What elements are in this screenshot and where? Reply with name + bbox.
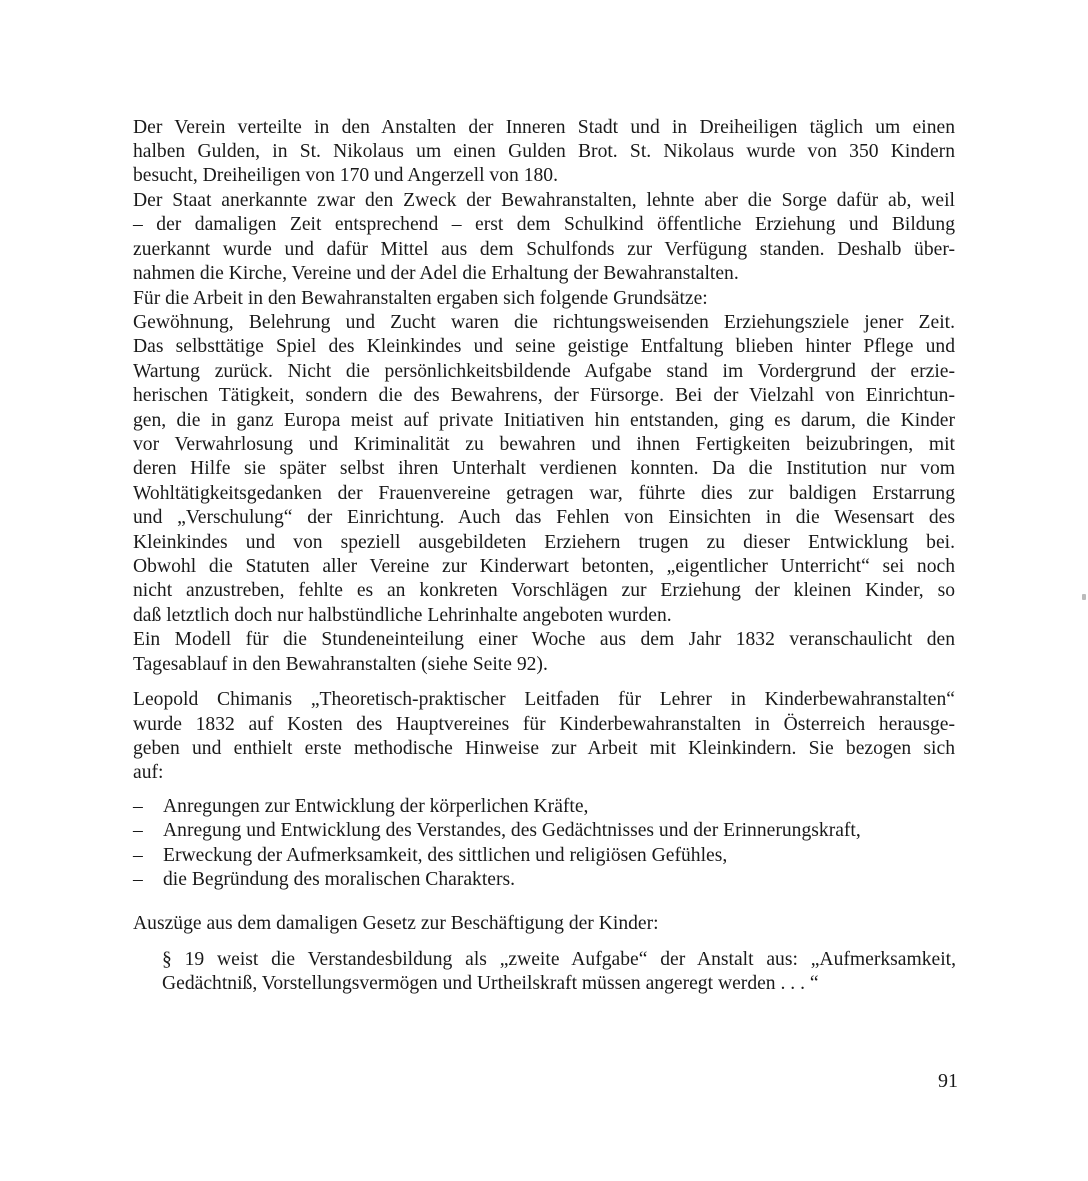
text-line: Das selbsttätige Spiel des Kleinkindes und seine geistige Entfaltung blieben hinter Pflege und <box>133 336 955 357</box>
text-line: zuerkannt wurde und dafür Mittel aus dem Schulfonds zur Verfügung standen. Deshalb über- <box>133 239 955 260</box>
list-item-text: Anregungen zur Entwicklung der körperlichen Kräfte, <box>163 796 589 817</box>
text-line: Kleinkindes und von speziell ausgebildeten Erziehern trugen zu dieser Entwicklung bei. <box>133 532 955 553</box>
list-item <box>133 795 588 820</box>
text-line: Ein Modell für die Stundeneinteilung einer Woche aus dem Jahr 1832 veranschaulicht den <box>133 629 955 650</box>
list-item <box>133 868 515 893</box>
bullet-dash: – <box>133 796 143 817</box>
text-line: Wartung zurück. Nicht die persönlichkeitsbildende Aufgabe stand im Vordergrund der erzie- <box>133 361 955 382</box>
text-line: Obwohl die Statuten aller Vereine zur Kinderwart betonten, „eigentlicher Unterricht“ sei noch <box>133 556 955 577</box>
excerpt-heading: Auszüge aus dem damaligen Gesetz zur Beschäftigung der Kinder: <box>133 913 659 934</box>
text-line: wurde 1832 auf Kosten des Hauptvereines für Kinderbewahranstalten in Österreich herausge- <box>133 714 955 735</box>
quote-line: § 19 weist die Verstandesbildung als „zweite Aufgabe“ der Anstalt aus: „Aufmerksamkeit, <box>162 949 956 970</box>
text-line: Tagesablauf in den Bewahranstalten (siehe Seite 92). <box>133 654 548 675</box>
list-item-text: Anregung und Entwicklung des Verstandes, des Gedächtnisses und der Erinnerungskraft, <box>163 820 861 841</box>
text-line: Wohltätigkeitsgedanken der Frauenvereine getragen war, führte dies zur baldigen Erstarrung <box>133 483 955 504</box>
quote-line: Gedächtniß, Vorstellungsvermögen und Urtheilskraft müssen angeregt werden . . . “ <box>162 973 819 994</box>
text-line: deren Hilfe sie später selbst ihren Unterhalt verdienen konnten. Da die Institution nur vom <box>133 458 955 479</box>
text-line: halben Gulden, in St. Nikolaus um einen Gulden Brot. St. Nikolaus wurde von 350 Kindern <box>133 141 955 162</box>
text-line: Leopold Chimanis „Theoretisch-praktischer Leitfaden für Lehrer in Kinderbewahranstalten“ <box>133 689 955 710</box>
text-line: geben und enthielt erste methodische Hinweise zur Arbeit mit Kleinkindern. Sie bezogen sich <box>133 738 955 759</box>
text-line: Gewöhnung, Belehrung und Zucht waren die richtungsweisenden Erziehungsziele jener Zeit. <box>133 312 955 333</box>
text-line: daß letztlich doch nur halbstündliche Lehrinhalte angeboten wurden. <box>133 605 672 626</box>
text-line: vor Verwahrlosung und Kriminalität zu bewahren und ihnen Fertigkeiten beizubringen, mit <box>133 434 955 455</box>
list-item-text: die Begründung des moralischen Charakters. <box>163 869 516 890</box>
page-number: 91 <box>938 1070 958 1092</box>
text-line: Der Verein verteilte in den Anstalten der Inneren Stadt und in Dreiheiligen täglich um einen <box>133 117 955 138</box>
list-item <box>133 819 861 844</box>
text-line: nicht anzustreben, fehlte es an konkreten Vorschlägen zur Erziehung der kleinen Kinder, so <box>133 580 955 601</box>
list-item-text: Erweckung der Aufmerksamkeit, des sittlichen und religiösen Gefühles, <box>163 845 728 866</box>
text-line: Der Staat anerkannte zwar den Zweck der Bewahranstalten, lehnte aber die Sorge dafür ab, weil <box>133 190 955 211</box>
text-line: gen, die in ganz Europa meist auf private Initiativen hin entstanden, ging es darum, die Kinder <box>133 410 955 431</box>
text-line: Für die Arbeit in den Bewahranstalten ergaben sich folgende Grundsätze: <box>133 288 708 309</box>
bullet-dash: – <box>133 820 143 841</box>
text-line: herischen Tätigkeit, sondern die des Bewahrens, der Fürsorge. Bei der Vielzahl von Einrichtun- <box>133 385 955 406</box>
list-item <box>133 844 727 869</box>
bullet-dash: – <box>133 845 143 866</box>
text-line: auf: <box>133 762 164 783</box>
scan-edge-mark <box>1082 594 1086 600</box>
text-line: nahmen die Kirche, Vereine und der Adel die Erhaltung der Bewahranstalten. <box>133 263 739 284</box>
text-line: besucht, Dreiheiligen von 170 und Angerzell von 180. <box>133 165 558 186</box>
text-line: und „Verschulung“ der Einrichtung. Auch das Fehlen von Einsichten in die Wesensart des <box>133 507 955 528</box>
text-line: – der damaligen Zeit entsprechend – erst dem Schulkind öffentliche Erziehung und Bildung <box>133 214 955 235</box>
bullet-dash: – <box>133 869 143 890</box>
